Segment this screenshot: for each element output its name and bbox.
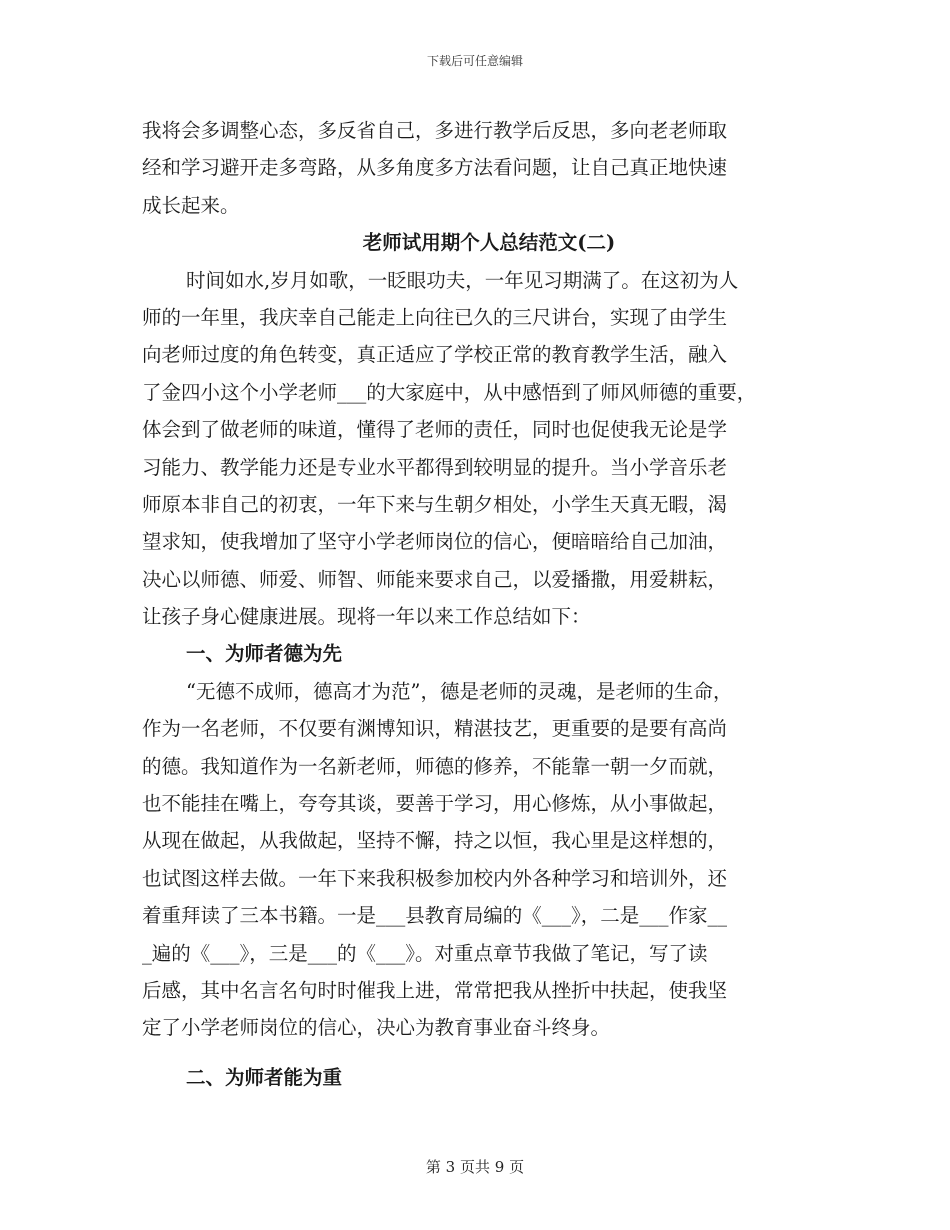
paragraph-line: 的德。我知道作为一名新老师，师德的修养，不能靠一朝一夕而就， — [142, 754, 728, 778]
paragraph-line: 让孩子身心健康进展。现将一年以来工作总结如下： — [142, 605, 591, 629]
paragraph-line: 从现在做起，从我做起，坚持不懈，持之以恒，我心里是这样想的， — [142, 829, 728, 853]
paragraph-line: 定了小学老师岗位的信心，决心为教育事业奋斗终身。 — [142, 1016, 611, 1040]
section-title: 老师试用期个人总结范文(二) — [362, 231, 616, 255]
paragraph-line: 了金四小这个小学老师___的大家庭中，从中感悟到了师风师德的重要， — [142, 380, 757, 404]
paragraph-line: “无德不成师，德高才为范”，德是老师的灵魂，是老师的生命， — [186, 679, 733, 703]
paragraph-line: 也不能挂在嘴上，夸夸其谈，要善于学习，用心修炼，从小事做起， — [142, 792, 728, 816]
paragraph-line: 决心以师德、师爱、师智、师能来要求自己，以爱播撒，用爱耕耘， — [142, 567, 728, 591]
paragraph-line: 体会到了做老师的味道，懂得了老师的责任，同时也促使我无论是学 — [142, 418, 728, 442]
document-body — [142, 112, 822, 1096]
paragraph-line: 着重拜读了三本书籍。一是___县教育局编的《___》，二是___作家__ — [142, 904, 728, 928]
paragraph-line: 师原本非自己的初衷，一年下来与生朝夕相处，小学生天真无暇，渴 — [142, 492, 728, 516]
paragraph-line: 后感，其中名言名句时时催我上进，常常把我从挫折中扶起，使我坚 — [142, 978, 728, 1002]
paragraph-line: 经和学习避开走多弯路，从多角度多方法看问题，让自己真正地快速 — [142, 156, 728, 180]
paragraph-line: 成长起来。 — [142, 193, 240, 217]
subheading-1: 一、为师者德为先 — [186, 642, 343, 666]
paragraph-line: 师的一年里，我庆幸自己能走上向往已久的三尺讲台，实现了由学生 — [142, 305, 728, 329]
page-footer: 第 3 页共 9 页 — [425, 1158, 525, 1176]
paragraph-line: 时间如水,岁月如歌，一眨眼功夫，一年见习期满了。在这初为人 — [186, 268, 739, 292]
paragraph-line: 也试图这样去做。一年下来我积极参加校内外各种学习和培训外，还 — [142, 866, 728, 890]
paragraph-line: 作为一名老师，不仅要有渊博知识，精湛技艺，更重要的是要有高尚 — [142, 717, 728, 741]
paragraph-line: 向老师过度的角色转变，真正适应了学校正常的教育教学生活，融入 — [142, 343, 728, 367]
paragraph-line: 我将会多调整心态，多反省自己，多进行教学后反思，多向老老师取 — [142, 119, 728, 142]
paragraph-line: 望求知，使我增加了坚守小学老师岗位的信心，便暗暗给自己加油， — [142, 530, 728, 554]
paragraph-line: _遍的《___》，三是___的《___》。对重点章节我做了笔记，写了读 — [142, 941, 708, 965]
paragraph-line: 习能力、教学能力还是专业水平都得到较明显的提升。当小学音乐老 — [142, 455, 728, 479]
page-header: 下载后可任意编辑 — [426, 54, 523, 68]
subheading-2: 二、为师者能为重 — [186, 1065, 343, 1089]
